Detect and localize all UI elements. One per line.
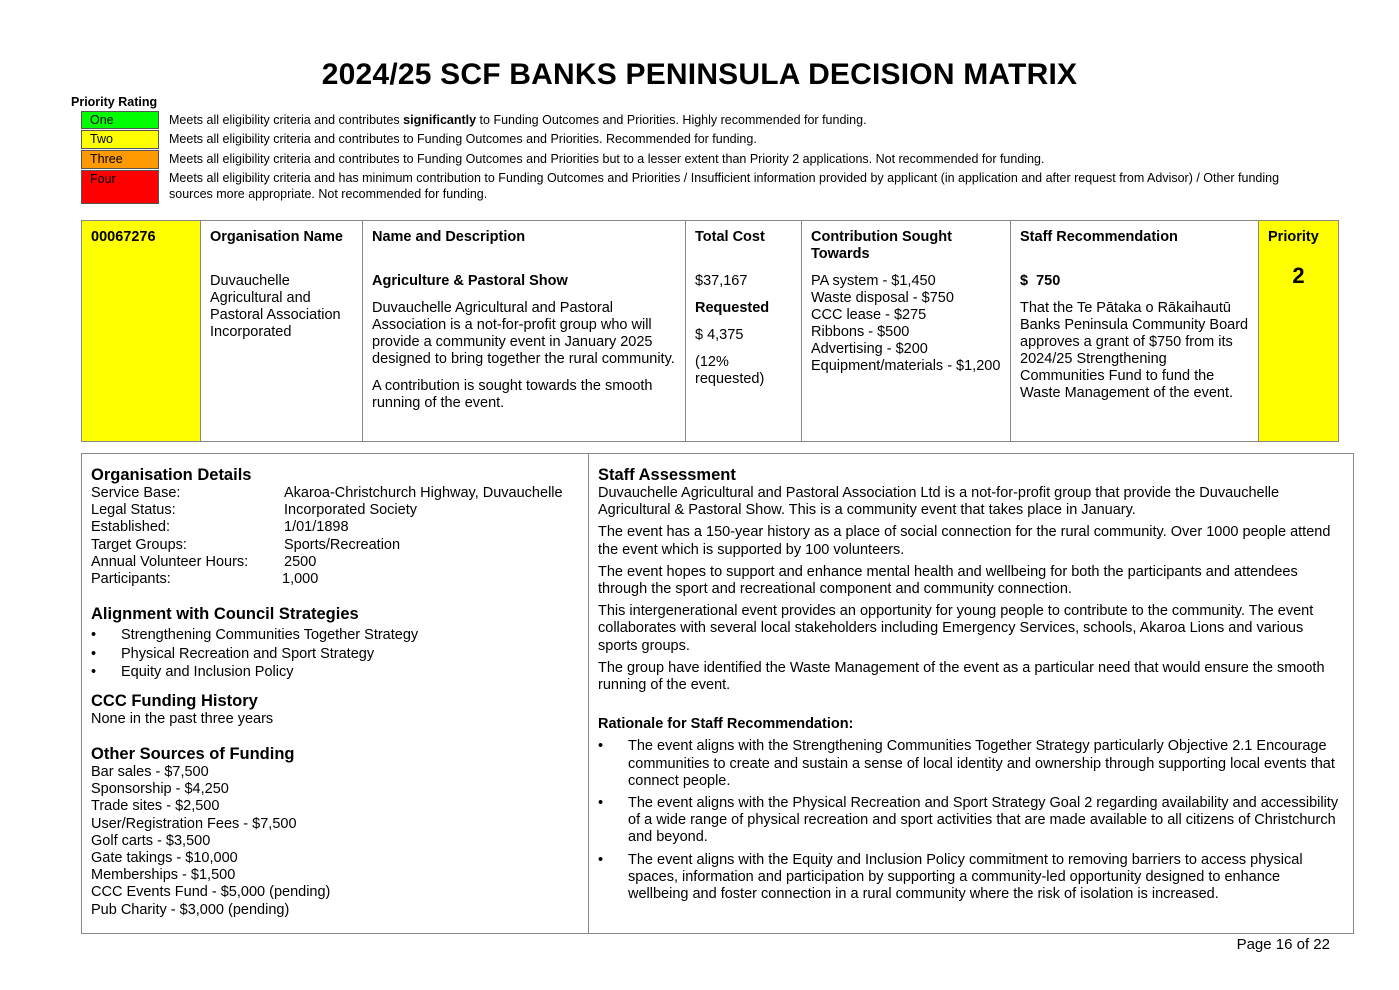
assessment-paragraph: The event has a 150-year history as a place of social connection for the rural community. Over 1000 people attend the event which is supported by 100 volunteers. xyxy=(598,524,1331,558)
detail-key: Established: xyxy=(91,519,170,536)
priority-rating-title: Priority Rating xyxy=(71,95,158,109)
rating-three-text: Meets all eligibility criteria and contributes to Funding Outcomes and Priorities but to a lesser extent than Priority 2 applications. Not recommended for funding. xyxy=(169,152,1045,166)
organisation-details-panel xyxy=(82,454,589,933)
rating-two-text: Meets all eligibility criteria and contributes to Funding Outcomes and Priorities. Recommended for funding. xyxy=(169,132,757,146)
detail-value: 1/01/1898 xyxy=(284,519,349,536)
assessment-paragraph: The group have identified the Waste Management of the event as a particular need that would ensure the smooth running of the event. xyxy=(598,659,1325,694)
contribution-item: PA system - $1,450 xyxy=(811,273,936,289)
detail-row xyxy=(91,571,579,588)
project-contribution-note: A contribution is sought towards the smooth running of the event. xyxy=(372,378,653,411)
assessment-paragraph: This intergenerational event provides an opportunity for young people to contribute to the community. The event collaborates with several local stakeholders including Emergency Services, schools, Akaroa Lions and various sports groups. xyxy=(598,603,1314,654)
alignment-list xyxy=(91,626,579,682)
staff-recommendation-amount: $ 750 xyxy=(1020,273,1061,289)
funding-history-heading: CCC Funding History xyxy=(91,691,258,710)
staff-assessment-heading: Staff Assessment xyxy=(598,466,736,484)
priority-cell xyxy=(1259,221,1338,441)
funding-history-text: None in the past three years xyxy=(91,710,274,727)
other-funding-item: User/Registration Fees - $7,500 xyxy=(91,815,297,832)
list-item: • The event aligns with the Physical Recreation and Sport Strategy Goal 2 regarding availability and accessibility of a wide range of physical recreation and sport activities that are made available to all citizens of Christchurch and beyond. xyxy=(598,795,1344,847)
contribution-item: Equipment/materials - $1,200 xyxy=(811,358,1001,374)
application-id-cell xyxy=(82,221,201,441)
application-id: 00067276 xyxy=(91,229,156,245)
detail-value: Incorporated Society xyxy=(284,502,417,519)
priority-value: 2 xyxy=(1292,263,1305,288)
requested-percent: (12% requested) xyxy=(695,354,765,387)
rating-four-badge: Four xyxy=(81,170,159,204)
rating-three-badge: Three xyxy=(81,150,159,169)
detail-value: 2500 xyxy=(284,553,317,570)
rationale-heading: Rationale for Staff Recommendation: xyxy=(598,716,854,733)
organisation-name: Duvauchelle Agricultural and Pastoral Association Incorporated xyxy=(210,273,341,340)
list-item: • Physical Recreation and Sport Strategy xyxy=(91,645,579,664)
detail-key: Target Groups: xyxy=(91,536,187,553)
other-funding-item: Bar sales - $7,500 xyxy=(91,763,209,780)
detail-value: 1,000 xyxy=(282,571,319,588)
organisation-details-heading: Organisation Details xyxy=(91,466,252,484)
project-description: Duvauchelle Agricultural and Pastoral Association is a not-for-profit group who will provide a community event in January 2025 designed to bring together the rural community. xyxy=(372,300,675,367)
detail-value: Sports/Recreation xyxy=(284,536,401,553)
list-item: • Strengthening Communities Together Strategy xyxy=(91,626,579,645)
total-cost-header: Total Cost xyxy=(695,229,765,245)
project-name: Agriculture & Pastoral Show xyxy=(372,273,568,289)
organisation-name-cell xyxy=(201,221,363,441)
decision-matrix-table xyxy=(81,220,1339,442)
staff-assessment-panel xyxy=(589,454,1353,933)
contribution-cell xyxy=(802,221,1011,441)
total-cost-value: $37,167 xyxy=(695,273,748,289)
staff-recommendation-header: Staff Recommendation xyxy=(1020,229,1178,245)
rating-one-badge: One xyxy=(81,111,159,129)
detail-row xyxy=(91,537,579,554)
requested-amount: $ 4,375 xyxy=(695,327,744,343)
total-cost-cell xyxy=(686,221,802,441)
other-funding-item: Golf carts - $3,500 xyxy=(91,832,211,849)
other-funding-item: Sponsorship - $4,250 xyxy=(91,781,229,798)
assessment-paragraph: The event hopes to support and enhance mental health and wellbeing for both the participants and attendees through the sport and recreational component and community connection. xyxy=(598,563,1298,598)
rationale-list xyxy=(598,738,1344,903)
contribution-item: CCC lease - $275 xyxy=(811,307,927,323)
other-funding-item: CCC Events Fund - $5,000 (pending) xyxy=(91,884,331,901)
contribution-item: Ribbons - $500 xyxy=(811,324,910,340)
detail-key: Participants: xyxy=(91,571,171,588)
other-funding-item: Gate takings - $10,000 xyxy=(91,849,238,866)
requested-label: Requested xyxy=(695,300,770,316)
page-title: 2024/25 SCF BANKS PENINSULA DECISION MATRIX xyxy=(321,58,1078,91)
other-funding-item: Trade sites - $2,500 xyxy=(91,798,220,815)
details-box xyxy=(81,453,1354,934)
other-funding-item: Memberships - $1,500 xyxy=(91,867,236,884)
organisation-name-header: Organisation Name xyxy=(210,229,343,245)
contribution-item: Advertising - $200 xyxy=(811,341,928,357)
rating-four-text: Meets all eligibility criteria and has minimum contribution to Funding Outcomes and Priorities / Insufficient information provided by applicant (in application and after request from Advisor) / Other funding sources more appropriate. Not recommended for funding. xyxy=(169,171,1280,201)
detail-key: Legal Status: xyxy=(91,502,176,519)
list-item: • The event aligns with the Strengthening Communities Together Strategy particularly Objective 2.1 Encourage communities to create and sustain a sense of local identity and ownership through supporting local events that connect people. xyxy=(598,738,1344,790)
other-funding-heading: Other Sources of Funding xyxy=(91,744,295,763)
rating-one-text: Meets all eligibility criteria and contributes significantly to Funding Outcomes and Priorities. Highly recommended for funding. xyxy=(169,113,867,127)
name-description-cell xyxy=(363,221,686,441)
detail-value: Akaroa-Christchurch Highway, Duvauchelle xyxy=(284,485,563,501)
detail-row xyxy=(91,502,579,519)
alignment-heading: Alignment with Council Strategies xyxy=(91,605,359,624)
detail-key: Service Base: xyxy=(91,485,181,501)
detail-key: Annual Volunteer Hours: xyxy=(91,553,249,570)
rating-two-badge: Two xyxy=(81,130,159,149)
list-item: • Equity and Inclusion Policy xyxy=(91,663,579,682)
list-item: • The event aligns with the Equity and Inclusion Policy commitment to removing barriers to access physical spaces, information and participation by supporting a community-led opportunity designed to enhance wellbeing and foster connection in a rural community where the risk of isolation is increased. xyxy=(598,852,1344,904)
detail-row xyxy=(91,519,579,536)
name-description-header: Name and Description xyxy=(372,229,526,245)
priority-header: Priority xyxy=(1268,229,1319,245)
contribution-list xyxy=(811,273,1001,375)
contribution-header: Contribution Sought Towards xyxy=(811,229,952,262)
assessment-paragraph: Duvauchelle Agricultural and Pastoral Association Ltd is a not-for-profit group that provide the Duvauchelle Agricultural & Pastoral Show. This is a community event that takes place in January. xyxy=(598,485,1280,519)
contribution-item: Waste disposal - $750 xyxy=(811,290,954,306)
other-funding-item: Pub Charity - $3,000 (pending) xyxy=(91,901,290,918)
staff-recommendation-text: That the Te Pātaka o Rākaihautū Banks Peninsula Community Board approves a grant of $750 from its 2024/25 Strengthening Communities Fund to fund the Waste Management of the event. xyxy=(1020,300,1249,401)
detail-row xyxy=(91,554,579,571)
detail-row xyxy=(91,485,579,502)
page-number: Page 16 of 22 xyxy=(1236,936,1330,953)
staff-recommendation-cell xyxy=(1011,221,1259,441)
